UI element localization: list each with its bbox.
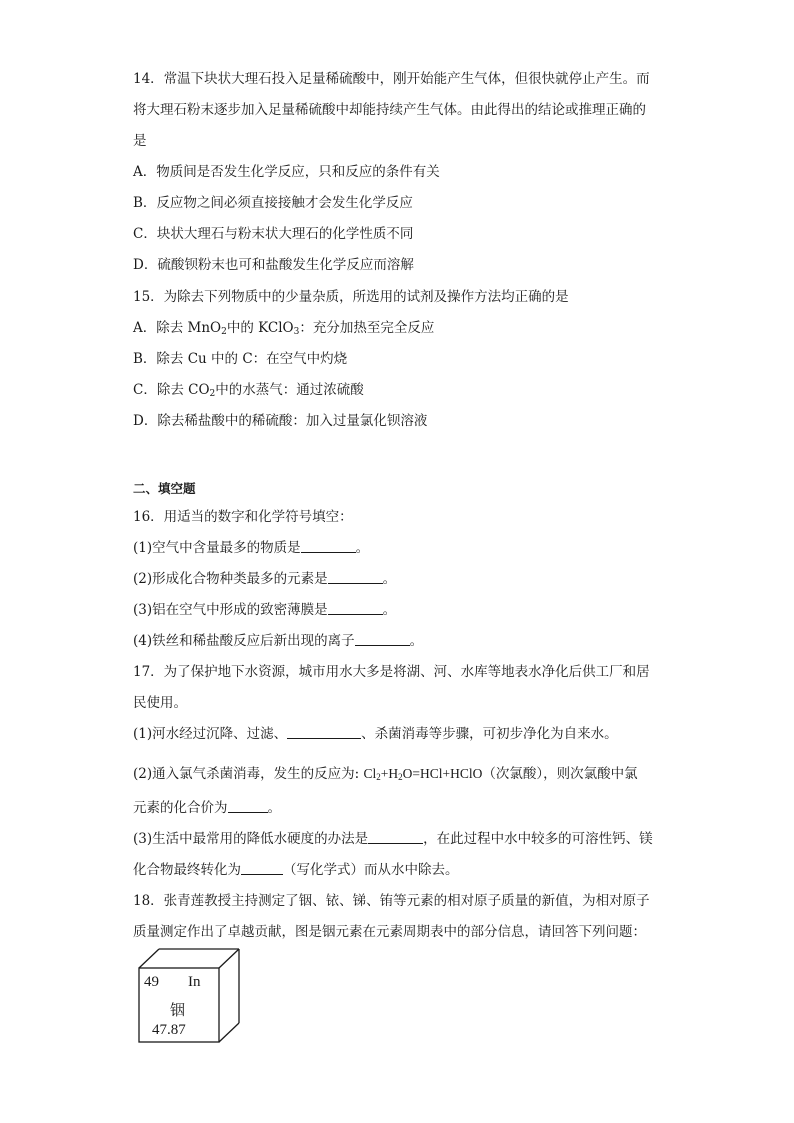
answer-blank[interactable] (241, 862, 283, 875)
q14-option-b: B．反应物之间必须直接接触才会发生化学反应 (133, 195, 413, 211)
q18-line-1: 18．张青莲教授主持测定了铟、铱、锑、铕等元素的相对原子质量的新值，为相对原子 (133, 893, 650, 909)
q14-line-1: 14．常温下块状大理石投入足量稀硫酸中，刚开始能产生气体，但很快就停止产生。而 (133, 71, 650, 87)
atomic-number: 49 (144, 974, 159, 990)
q15-option-a: A．除去 MnO$_2$中的 KClO$_3$：充分加热至完全反应 (133, 320, 435, 337)
q15-option-d: D．除去稀盐酸中的稀硫酸：加入过量氯化钡溶液 (133, 413, 428, 429)
answer-blank[interactable] (328, 602, 383, 615)
q16-item-1: (1)空气中含量最多的物质是 。 (133, 540, 370, 556)
q14-option-c: C．块状大理石与粉末状大理石的化学性质不同 (133, 226, 414, 242)
q15-option-c: C．除去 $CO_2$中的水蒸气：通过浓硫酸 (133, 382, 364, 399)
q17-part-1: (1)河水经过沉降、过滤、 、杀菌消毒等步骤，可初步净化为自来水。 (133, 726, 618, 742)
section-title: 二、填空题 (133, 481, 196, 496)
q16-stem: 16．用适当的数字和化学符号填空： (133, 509, 353, 525)
element-card-indium (138, 948, 242, 1044)
answer-blank[interactable] (328, 571, 383, 584)
answer-blank[interactable] (287, 726, 361, 739)
q17-part-2-cont: 元素的化合价为 。 (133, 800, 281, 816)
q17-part-3: (3)生活中最常用的降低水硬度的办法是 ，在此过程中水中较多的可溶性钙、镁 (133, 831, 653, 847)
answer-blank[interactable] (368, 831, 423, 844)
q14-option-d: D．硫酸钡粉末也可和盐酸发生化学反应而溶解 (133, 257, 414, 273)
answer-blank[interactable] (355, 633, 410, 646)
q16-item-3: (3)铝在空气中形成的致密薄膜是 。 (133, 602, 397, 618)
q14-line-2: 将大理石粉末逐步加入足量稀硫酸中却能持续产生气体。由此得出的结论或推理正确的 (133, 102, 646, 118)
q17-line-1: 17．为了保护地下水资源，城市用水大多是将湖、河、水库等地表水净化后供工厂和居 (133, 664, 650, 680)
q17-part-3-cont: 化合物最终转化为 （写化学式）而从水中除去。 (133, 862, 459, 878)
element-name: 铟 (170, 1001, 186, 1019)
answer-blank[interactable] (228, 800, 268, 813)
q15-option-b: B．除去 Cu 中的 C：在空气中灼烧 (133, 351, 348, 367)
q15-stem: 15．为除去下列物质中的少量杂质，所选用的试剂及操作方法均正确的是 (133, 289, 569, 305)
q16-item-4: (4)铁丝和稀盐酸反应后新出现的离子 。 (133, 633, 424, 649)
q17-part-2: (2)通入氯气杀菌消毒，发生的反应为: $Cl_2+H_2O=HCl+HClO$（次氯酸），则次氯酸中氯 (133, 766, 638, 782)
q16-item-2: (2)形成化合物种类最多的元素是 。 (133, 571, 397, 587)
element-symbol: In (188, 974, 201, 990)
answer-blank[interactable] (301, 540, 356, 553)
atomic-mass: 47.87 (152, 1022, 186, 1038)
q14-line-3: 是 (133, 133, 147, 149)
q14-option-a: A．物质间是否发生化学反应，只和反应的条件有关 (133, 164, 440, 180)
q17-line-2: 民使用。 (133, 695, 187, 711)
q18-line-2: 质量测定作出了卓越贡献，图是铟元素在元素周期表中的部分信息，请回答下列问题： (133, 924, 646, 940)
